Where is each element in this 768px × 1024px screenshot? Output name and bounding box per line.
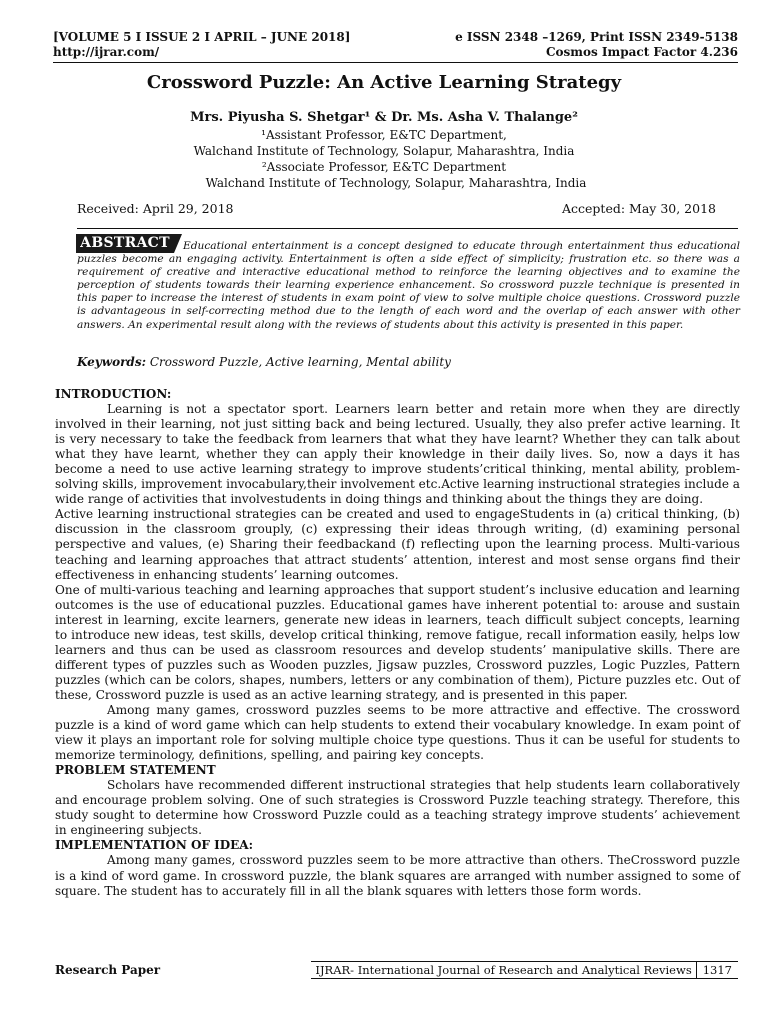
journal-header-right <box>455 30 738 60</box>
affiliation-2: Walchand Institute of Technology, Solapur, Maharashtra, India <box>193 144 575 158</box>
accepted-date: Accepted: May 30, 2018 <box>562 201 716 216</box>
abstract-rule <box>77 228 738 229</box>
abstract-text: Educational entertainment is a concept designed to educate through entertainment thus educational puzzles become an engaging activity. Entertainment is often a side effect of simplicity; frustration etc. so there was a requirement of creative and interactive educational method to reinforce the learning objectives and to examine the perception of students towards their learning experience enhancement. So crossword puzzle technique is presented in this paper to increase the interest of students in exam point of view to solve multiple choice questions. Crossword puzzle is advantageous in self-correcting method due to the length of each word and the overlap of each answer with other answers. An experimental result along with the reviews of students about this activity is presented in this paper. <box>77 240 740 331</box>
journal-header-left <box>53 30 350 60</box>
journal-footer-box <box>311 961 738 979</box>
problem-statement-heading: PROBLEM STATEMENT <box>55 763 216 778</box>
page-number: 1317 <box>696 962 738 978</box>
journal-url[interactable]: http://ijrar.com/ <box>53 45 160 59</box>
body-paragraph: Among many games, crossword puzzles seems to be more attractive and effective. The crossword puzzle is a kind of word game which can help students to extend their vocabulary knowledge. In exam point of view it plays an important role for solving multiple choice type questions. Thus it can be useful for students to memorize terminology, definitions, spelling, and pairing key concepts. <box>55 702 740 763</box>
affiliation-4: Walchand Institute of Technology, Solapur, Maharashtra, India <box>205 176 587 190</box>
volume-info: [VOLUME 5 I ISSUE 2 I APRIL – JUNE 2018] <box>53 30 351 44</box>
paper-authors: Mrs. Piyusha S. Shetgar¹ & Dr. Ms. Asha V. Thalange² <box>190 110 578 125</box>
affiliation-1: ¹Assistant Professor, E&TC Department, <box>261 128 507 142</box>
affiliation-3: ²Associate Professor, E&TC Department <box>261 160 507 174</box>
header-divider <box>53 62 738 63</box>
body-paragraph: One of multi-various teaching and learning approaches that support student’s inclusive education and learning outcomes is the use of educational puzzles. Educational games have inherent potential to: arouse and sustain interest in learning, excite learners, generate new ideas in learners, teach difficult subject concepts, learning to introduce new ideas, test skills, develop critical thinking, remove fatigue, recall information easily, helps low learners and thus can be used as classroom resources and develop students’ manipulative skills. There are different types of puzzles such as Wooden puzzles, Jigsaw puzzles, Crossword puzzles, Logic Puzzles, Pattern puzzles (which can be colors, shapes, numbers, letters or any combination of them), Picture puzzles etc. Out of these, Crossword puzzle is used as an active learning strategy, and is presented in this paper. <box>55 582 740 702</box>
received-date: Received: April 29, 2018 <box>77 201 234 216</box>
body-paragraph: Learning is not a spectator sport. Learners learn better and retain more when they are directly involved in their learning, not just sitting back and being lectured. Usually, they also prefer active learning. It is very necessary to take the feedback from learners that what they have learnt? Whether they can talk about what they have learnt, whether they can apply their knowledge in their daily lives. So, now a days it has become a need to use active learning strategy to improve students’critical thinking, mental ability, problem-solving skills, improvement invocabulary,their involvement etc.Active learning instructional strategies include a wide range of activities that involvestudents in doing things and thinking about the things they are doing. <box>55 402 740 507</box>
paper-title: Crossword Puzzle: An Active Learning Strategy <box>146 72 622 93</box>
keywords-label: Keywords: <box>77 355 147 369</box>
paper-type-label: Research Paper <box>55 963 161 977</box>
implementation-heading: IMPLEMENTATION OF IDEA: <box>55 838 254 853</box>
introduction-heading: INTRODUCTION: <box>55 387 172 401</box>
keywords-text: Crossword Puzzle, Active learning, Mental ability <box>149 355 451 369</box>
page-footer <box>55 961 738 981</box>
body-paragraph: Active learning instructional strategies can be created and used to engageStudents in (a) critical thinking, (b) discussion in the classroom grouply, (c) expressing their ideas through writing, (d) examining personal perspective and values, (e) Sharing their feedbackand (f) reflecting upon the learning process. Multi-various teaching and learning approaches that attract students’ attention, interest and most sense organs find their effectiveness in enhancing students’ learning outcomes. <box>55 507 740 582</box>
journal-name: IJRAR- International Journal of Research and Analytical Reviews <box>315 963 692 977</box>
body-paragraph: Scholars have recommended different instructional strategies that help students learn collaboratively and encourage problem solving. One of such strategies is Crossword Puzzle teaching strategy. Therefore, this study sought to determine how Crossword Puzzle could as a teaching strategy improve students’ achievement in engineering subjects. <box>55 778 740 838</box>
issn-info: e ISSN 2348 –1269, Print ISSN 2349-5138 <box>455 30 738 44</box>
paper-body <box>55 387 740 899</box>
keywords-line <box>77 355 451 369</box>
impact-factor: Cosmos Impact Factor 4.236 <box>545 45 738 59</box>
body-paragraph: Among many games, crossword puzzles seem to be more attractive than others. TheCrossword puzzle is a kind of word game. In crossword puzzle, the blank squares are arranged with number assigned to some of square. The student has to accurately fill in all the blank squares with letters those form words. <box>55 853 740 898</box>
dates-row <box>77 201 716 216</box>
abstract-label: ABSTRACT <box>76 234 174 253</box>
